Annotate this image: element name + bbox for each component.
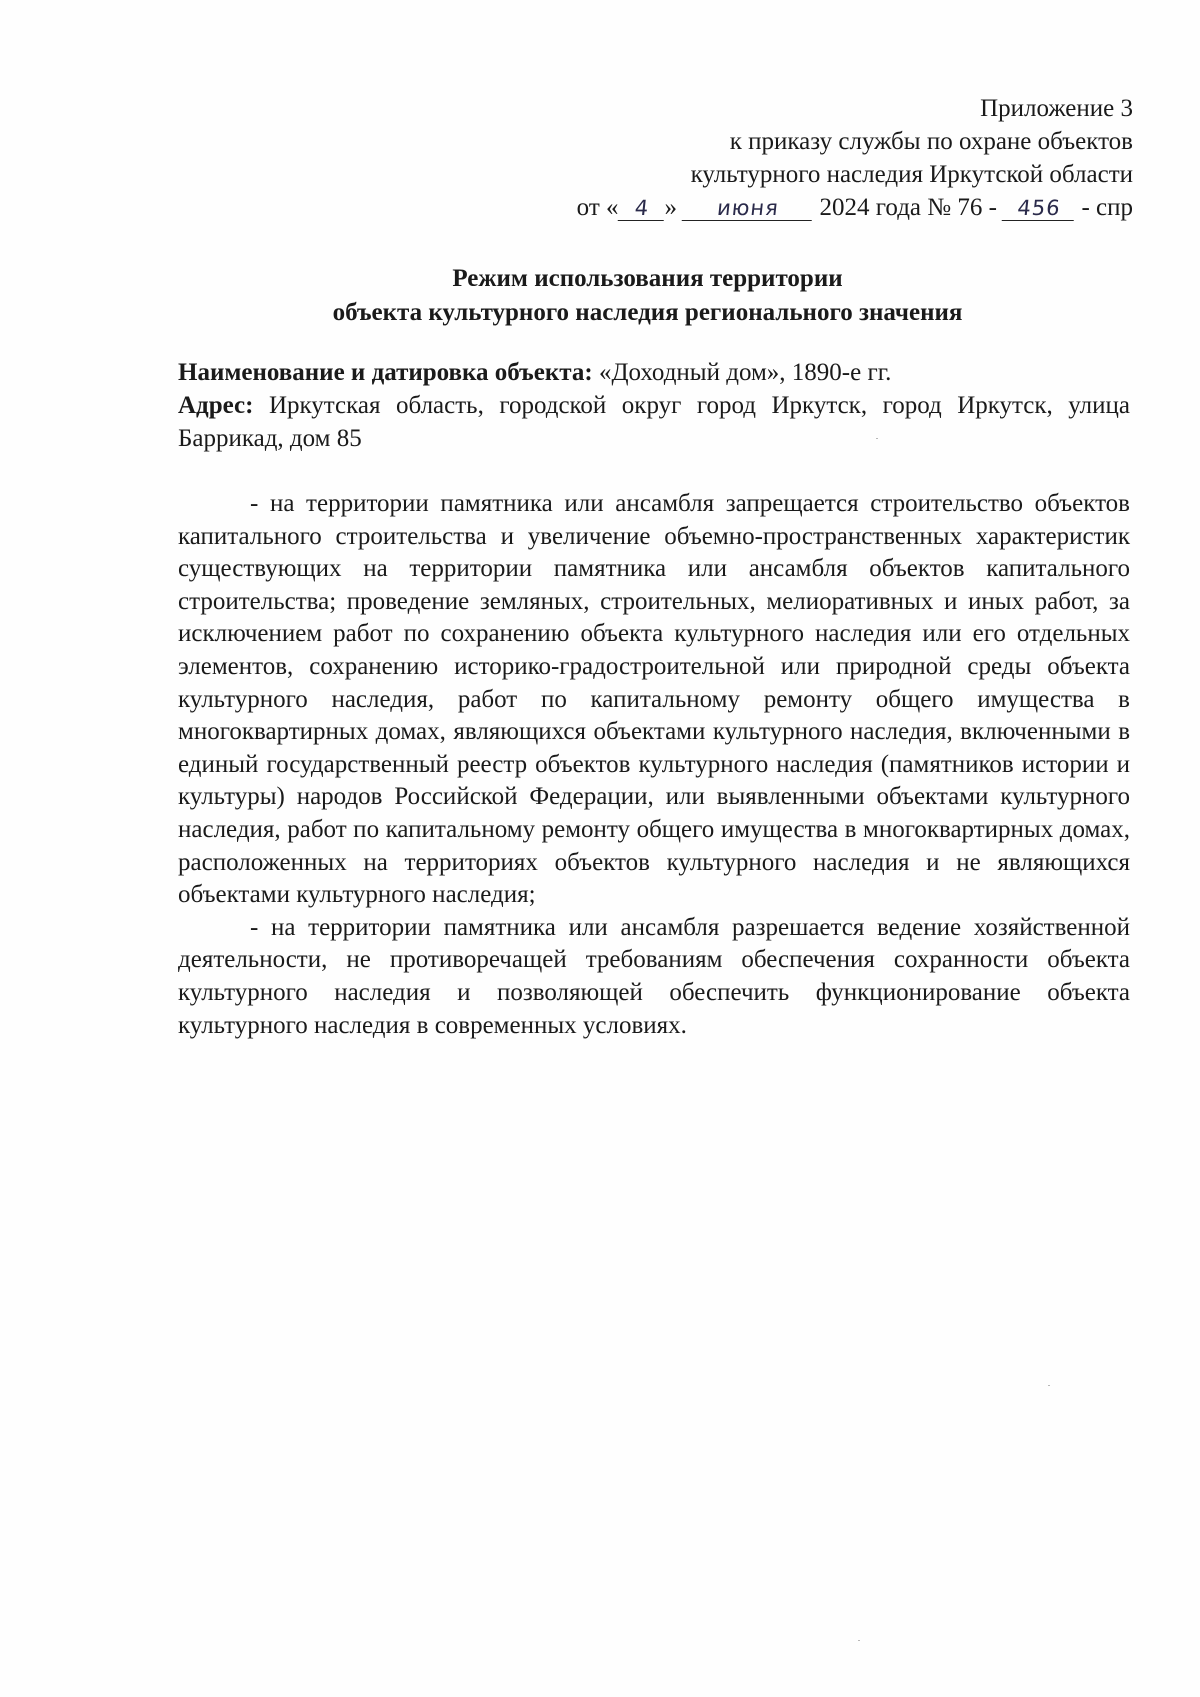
appendix-number: Приложение 3 xyxy=(980,95,1133,122)
date-mid: » xyxy=(664,194,678,221)
title-line-1: Режим использования территории xyxy=(452,265,843,292)
object-name-label: Наименование и датировка объекта: xyxy=(178,359,593,386)
appendix-header xyxy=(470,92,1133,224)
object-name-value: «Доходный дом», 1890-е гг. xyxy=(598,359,892,386)
object-address-label: Адрес: xyxy=(178,392,254,419)
appendix-order-ref: к приказу службы по охране объектов xyxy=(729,128,1133,155)
prohibition-paragraph: - на территории памятника или ансамбля запрещается строительство объектов капитального строительства и увеличение объемно-пространственных характеристик существующих на территории памятника или ансамбля объектов капитального строительства; проведение земляных, строительных, мелиоративных и иных работ, за исключением работ по сохранению объекта культурного наследия или его отдельных элементов, сохранению историко-градостроительной или природной среды объекта культурного наследия, работ по капитальному ремонту общего имущества в многоквартирных домах, являющихся объектами культурного наследия, включенными в единый государственный реестр объектов культурного наследия (памятников истории и культуры) народов Российской Федерации, или выявленными объектами культурного наследия, работ по капитальному ремонту общего имущества в многоквартирных домах, расположенных на территориях объектов культурного наследия и не являющихся объектами культурного наследия; xyxy=(178,490,1130,909)
object-name-row xyxy=(178,356,1130,389)
permission-paragraph: - на территории памятника или ансамбля разрешается ведение хозяйственной деятельности, не противоречащей требованиям обеспечения сохранности объекта культурного наследия и позволяющей обеспечить функционирование объекта культурного наследия в современных условиях. xyxy=(178,913,1130,1039)
document-title xyxy=(175,262,1120,330)
date-prefix: от « xyxy=(576,194,619,221)
title-line-2: объекта культурного наследия регионального значения xyxy=(332,299,963,326)
object-address-value: Иркутская область, городской округ город Иркутск, город Иркутск, улица Баррикад, дом 85 xyxy=(178,392,1130,452)
order-date-line xyxy=(470,191,1133,224)
handwritten-month: июня xyxy=(682,196,815,221)
scan-speck xyxy=(858,1640,860,1641)
object-address-row xyxy=(178,389,1130,455)
regime-text xyxy=(178,488,1130,1042)
handwritten-order-number: 456 xyxy=(1002,196,1077,221)
date-suffix: - спр xyxy=(1081,194,1133,221)
object-info xyxy=(178,356,1130,455)
scan-speck xyxy=(876,438,878,439)
handwritten-day: 4 xyxy=(617,196,666,221)
scan-speck xyxy=(1048,1385,1050,1386)
appendix-authority: культурного наследия Иркутской области xyxy=(690,161,1133,188)
date-year: 2024 года № 76 - xyxy=(819,194,997,221)
